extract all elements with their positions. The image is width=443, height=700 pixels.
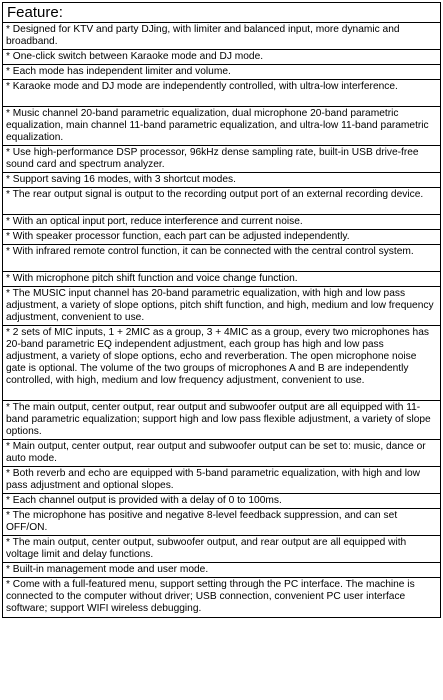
feature-row: * With microphone pitch shift function and voice change function.	[3, 272, 440, 287]
feature-row: * The rear output signal is output to the recording output port of an external recording device.	[3, 188, 440, 215]
feature-row: * Each channel output is provided with a delay of 0 to 100ms.	[3, 494, 440, 509]
feature-row: * With an optical input port, reduce interference and current noise.	[3, 215, 440, 230]
feature-row: * Both reverb and echo are equipped with 5-band parametric equalization, with high and low pass adjustment and optional slopes.	[3, 467, 440, 494]
feature-row: * Come with a full-featured menu, support setting through the PC interface. The machine is connected to the computer without driver; USB connection, convenient PC user interface software; support WIFI wireless debugging.	[6, 579, 415, 614]
feature-row: * Music channel 20-band parametric equalization, dual microphone 20-band parametric equalization, main channel 11-band parametric equalization, and ultra-low 11-band parametric equalization.	[3, 107, 440, 146]
feature-row: * The main output, center output, subwoofer output, and rear output are all equipped with voltage limit and delay functions.	[3, 536, 440, 563]
feature-row: * One-click switch between Karaoke mode and DJ mode.	[3, 50, 440, 65]
feature-row: * Built-in management mode and user mode.	[3, 563, 440, 578]
feature-row: * The microphone has positive and negative 8-level feedback suppression, and can set OFF/ON.	[3, 509, 440, 536]
feature-row: * With speaker processor function, each part can be adjusted independently.	[3, 230, 440, 245]
feature-row: * 2 sets of MIC inputs, 1 + 2MIC as a group, 3 + 4MIC as a group, every two microphones has 20-band parametric EQ independent adjustment, each group has high and low pass adjustment, a variety of slope options, echo and reverberation. The open microphone noise gate is optional. The volume of the two groups of microphones A and B are independently controlled, with high, medium and low frequency adjustment, convenient to use.	[3, 326, 440, 401]
feature-row: * Support saving 16 modes, with 3 shortcut modes.	[3, 173, 440, 188]
feature-row: * Main output, center output, rear output and subwoofer output can be set to: music, dance or auto mode.	[3, 440, 440, 467]
feature-row: * Karaoke mode and DJ mode are independently controlled, with ultra-low interference.	[3, 80, 440, 107]
feature-row: * The main output, center output, rear output and subwoofer output are all equipped with 11-band parametric equalization; support high and low pass flexible adjustment, a variety of slope options.	[3, 401, 440, 440]
feature-title: Feature:	[3, 3, 440, 23]
feature-row: * With infrared remote control function, it can be connected with the central control system.	[3, 245, 440, 272]
feature-table	[2, 2, 441, 618]
feature-row: * Use high-performance DSP processor, 96kHz dense sampling rate, built-in USB drive-free sound card and spectrum analyzer.	[3, 146, 440, 173]
feature-row: * Each mode has independent limiter and volume.	[3, 65, 440, 80]
feature-row: * Designed for KTV and party DJing, with limiter and balanced input, more dynamic and broadband.	[3, 23, 440, 50]
feature-list	[3, 23, 440, 617]
feature-row: * The MUSIC input channel has 20-band parametric equalization, with high and low pass adjustment, a variety of slope options, pitch shift function, and high, medium and low frequency adjustment, convenient to use.	[3, 287, 440, 326]
